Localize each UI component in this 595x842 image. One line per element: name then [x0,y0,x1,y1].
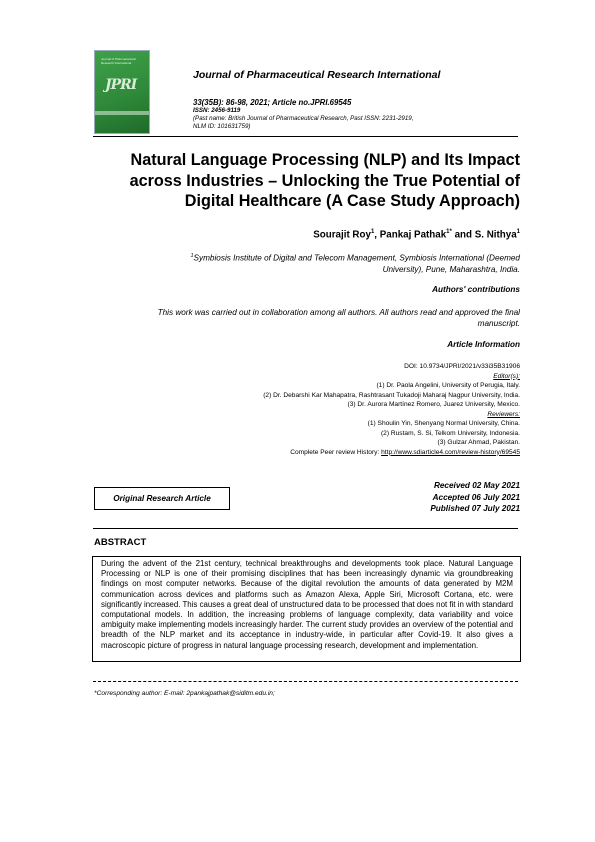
title-line-3: Digital Healthcare (A Case Study Approach) [184,192,520,210]
affil-mark: 1 [190,253,194,259]
abstract-rule [93,528,518,529]
reviewer-item: (3) Gulzar Ahmad, Pakistan. [437,439,520,446]
author-separator: , [374,229,380,241]
cover-band [95,111,149,115]
abstract-heading: ABSTRACT [94,537,147,548]
header-rule [93,136,518,137]
author-name: S. Nithya [474,229,517,241]
cover-title: Journal of Pharmaceutical Research International [101,57,136,65]
contrib-line-1: This work was carried out in collaboration among all authors. All authors read and approved the final [157,308,520,317]
author-affil-mark: 1* [446,229,452,235]
author-affil-mark: 1 [370,229,375,235]
abstract-text: During the advent of the 21st century, technical breakthroughs and developments took place. Natural Language Processing or NLP is one of their promising disciplines that has been increasingly dynamic via groundbreaking findings on most computer networks. Because of the digital revolution the amounts of data generated by M2M communication across devices and platforms such as Amazon Alexa, Apple Siri, Microsoft Cortana, etc. were significantly increased. This causes a great deal of unstructured data to be processed that does not fit in with standard computational models. In addition, the increasing problems of language complexity, data variability and voice ambiguity make implementing models increasingly harder. The current study provides an overview of the potential and breadth of the NLP market and its acceptance in industry-wide, in particular after Covid-19. It also gives a macroscopic picture of progress in natural language processing research, development and implementation. [101,559,513,650]
contributions-heading: Authors' contributions [432,285,520,294]
cover-logo: JPRI [105,77,137,93]
reviewers-label: Reviewers: [487,410,520,418]
article-info-heading: Article Information [447,340,520,349]
former-line-2: NLM ID: 101631759) [193,123,251,130]
doi: DOI: 10.9734/JPRI/2021/v33i35B31906 [404,363,520,370]
journal-name: Journal of Pharmaceutical Research International [193,69,441,81]
affil-line-2: University), Pune, Maharashtra, India. [382,264,520,274]
published-date: Published 07 July 2021 [430,504,520,513]
peer-review-link[interactable]: http://www.sdiarticle4.com/review-history/69545 [381,448,520,456]
affiliation [95,251,520,275]
journal-volume: 33(35B): 86-98, 2021; Article no.JPRI.69545 [193,98,352,107]
journal-former-name [193,115,493,131]
corresponding-author-footnote: *Corresponding author: E-mail: 2pankajpathak@siditm.edu.in; [94,690,275,697]
title-line-1: Natural Language Processing (NLP) and Its Impact [130,151,520,169]
author-list [95,229,520,240]
contrib-line-2: manuscript. [477,319,520,328]
journal-issn: ISSN: 2456-9119 [193,107,241,114]
article-dates [300,480,520,515]
editor-item: (3) Dr. Aurora Martínez Romero, Juarez University, Mexico. [347,401,520,408]
contributions-text [95,307,520,329]
accepted-date: Accepted 06 July 2021 [432,492,520,502]
title-line-2: across Industries – Unlocking the True Potential of [129,171,520,190]
editor-item: (1) Dr. Paola Angelini, University of Perugia, Italy. [376,382,520,389]
article-type-box: Original Research Article [94,487,230,510]
editor-item: (2) Dr. Debarshi Kar Mahapatra, Rashtrasant Tukadoji Maharaj Nagpur University, India. [263,391,520,399]
editors-label: Editor(s): [493,372,520,380]
author-conjunction: and [454,229,472,241]
peer-review-label: Complete Peer review History: [290,448,380,456]
affil-line-1: Symbiosis Institute of Digital and Telecom Management, Symbiosis International (Deemed [193,253,520,263]
journal-cover-image [94,50,150,134]
paper-title [95,150,520,212]
author-affil-mark: 1 [516,229,520,235]
received-date: Received 02 May 2021 [433,481,520,490]
author-name: Pankaj Pathak [379,229,447,241]
peer-review-history [95,448,520,458]
footnote-rule [93,681,518,682]
author-name: Sourajit Roy [313,229,371,241]
former-line-1: (Past name: British Journal of Pharmaceutical Research, Past ISSN: 2231-2919, [193,115,414,122]
reviewer-item: (2) Rustam, S. Si, Telkom University, Indonesia. [380,429,520,437]
article-info [95,362,520,457]
reviewer-item: (1) Shoulin Yin, Shenyang Normal University, China. [367,420,520,427]
